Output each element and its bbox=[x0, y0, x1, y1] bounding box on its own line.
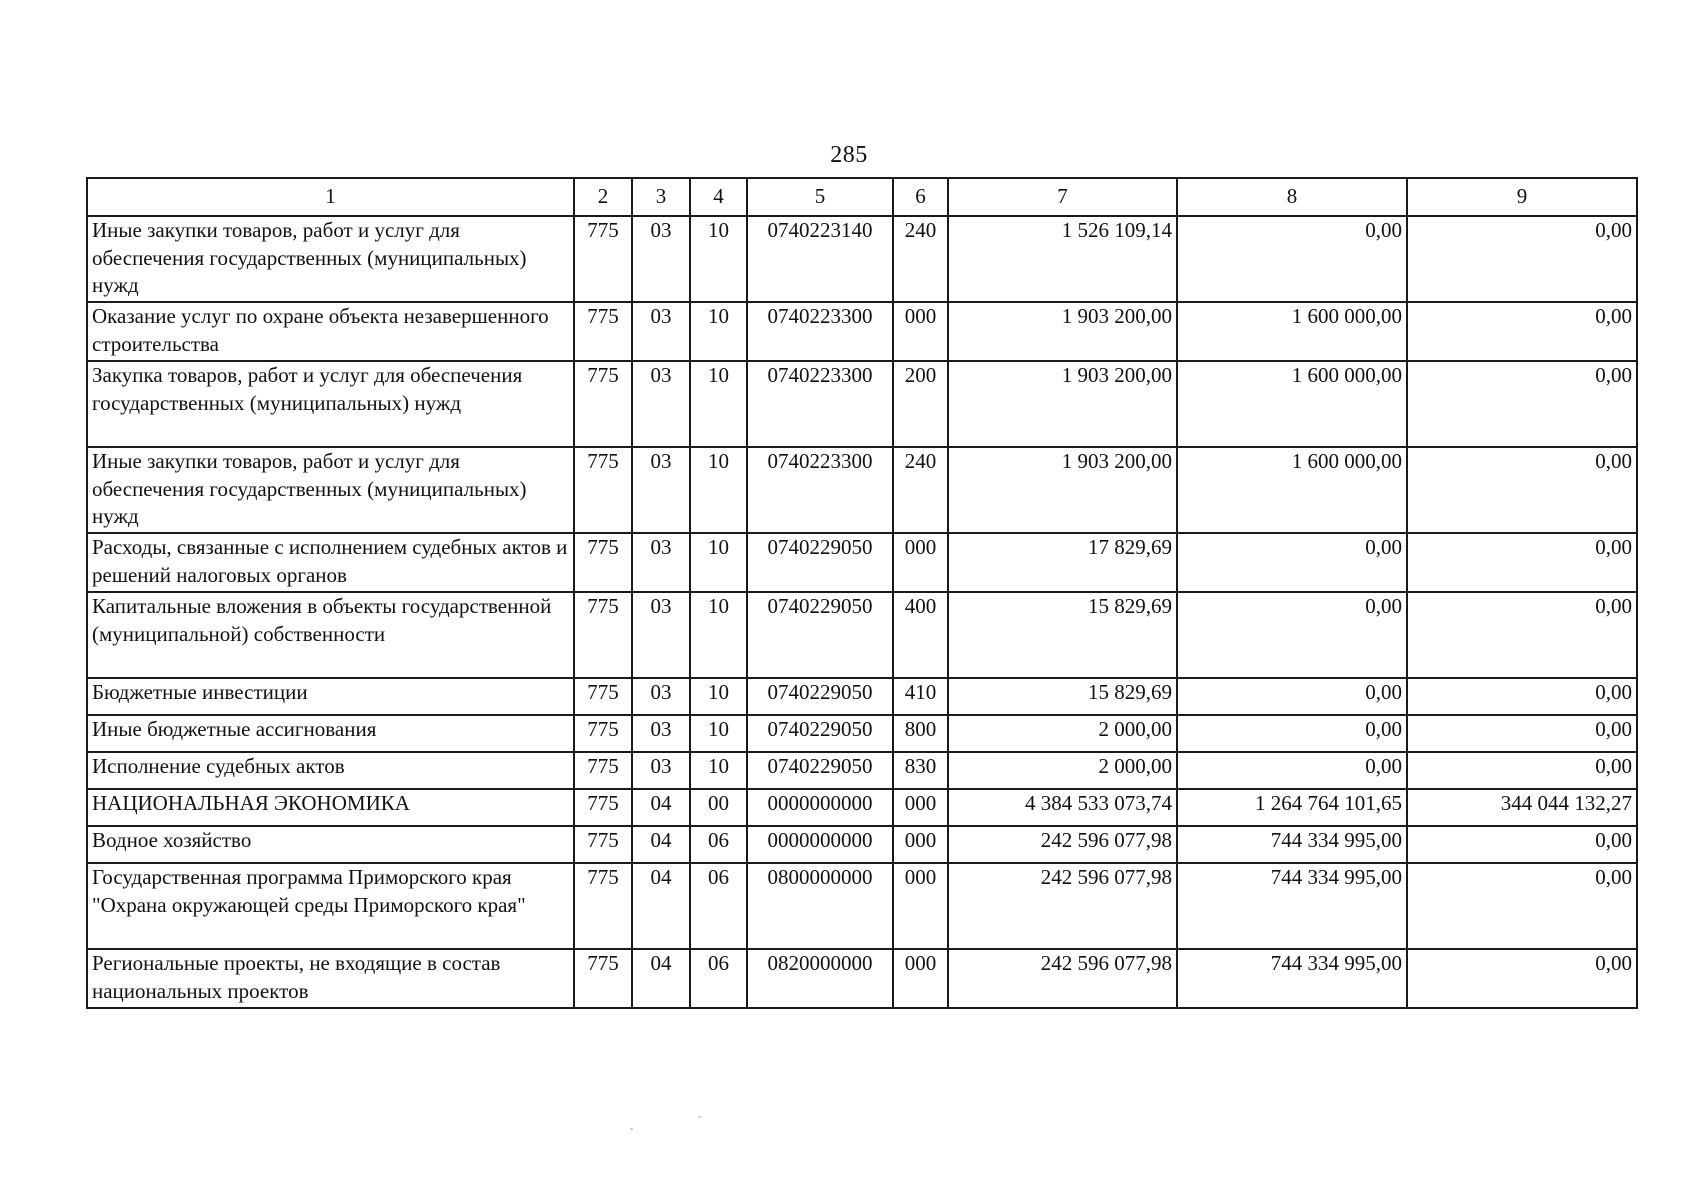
cell-code-5: 0740229050 bbox=[747, 752, 893, 789]
cell-amount-9: 0,00 bbox=[1407, 447, 1637, 533]
table-row bbox=[87, 826, 1637, 863]
cell-code-2: 775 bbox=[574, 752, 632, 789]
cell-code-4: 10 bbox=[690, 752, 747, 789]
row-name: Региональные проекты, не входящие в состав национальных проектов bbox=[87, 949, 574, 1008]
cell-amount-7: 4 384 533 073,74 bbox=[948, 789, 1177, 826]
cell-amount-8: 0,00 bbox=[1177, 752, 1407, 789]
row-name: Расходы, связанные с исполнением судебных актов и решений налоговых органов bbox=[87, 533, 574, 592]
cell-code-4: 10 bbox=[690, 715, 747, 752]
cell-code-3: 03 bbox=[632, 678, 690, 715]
cell-code-4: 10 bbox=[690, 592, 747, 678]
cell-code-2: 775 bbox=[574, 216, 632, 302]
cell-code-2: 775 bbox=[574, 826, 632, 863]
cell-code-6: 000 bbox=[893, 533, 948, 592]
cell-code-3: 04 bbox=[632, 789, 690, 826]
cell-amount-8: 0,00 bbox=[1177, 216, 1407, 302]
cell-code-2: 775 bbox=[574, 592, 632, 678]
cell-code-2: 775 bbox=[574, 361, 632, 447]
cell-code-2: 775 bbox=[574, 949, 632, 1008]
cell-code-6: 000 bbox=[893, 863, 948, 949]
cell-code-3: 03 bbox=[632, 592, 690, 678]
cell-code-3: 03 bbox=[632, 533, 690, 592]
table-row bbox=[87, 592, 1637, 678]
cell-amount-9: 0,00 bbox=[1407, 302, 1637, 361]
cell-code-5: 0740229050 bbox=[747, 533, 893, 592]
table-row bbox=[87, 949, 1637, 1008]
cell-code-6: 240 bbox=[893, 447, 948, 533]
cell-code-6: 240 bbox=[893, 216, 948, 302]
cell-code-4: 06 bbox=[690, 863, 747, 949]
cell-code-2: 775 bbox=[574, 789, 632, 826]
cell-code-6: 000 bbox=[893, 826, 948, 863]
cell-amount-7: 1 526 109,14 bbox=[948, 216, 1177, 302]
cell-code-3: 03 bbox=[632, 447, 690, 533]
table-row bbox=[87, 216, 1637, 302]
table-row bbox=[87, 302, 1637, 361]
cell-code-4: 10 bbox=[690, 216, 747, 302]
row-name: Водное хозяйство bbox=[87, 826, 574, 863]
cell-amount-7: 2 000,00 bbox=[948, 752, 1177, 789]
scan-speck bbox=[698, 1116, 701, 1118]
cell-code-5: 0000000000 bbox=[747, 789, 893, 826]
column-header: 6 bbox=[893, 178, 948, 216]
row-name: Иные бюджетные ассигнования bbox=[87, 715, 574, 752]
cell-amount-8: 744 334 995,00 bbox=[1177, 949, 1407, 1008]
cell-amount-7: 15 829,69 bbox=[948, 592, 1177, 678]
cell-amount-9: 0,00 bbox=[1407, 361, 1637, 447]
cell-code-4: 10 bbox=[690, 361, 747, 447]
cell-code-4: 10 bbox=[690, 533, 747, 592]
row-name: Бюджетные инвестиции bbox=[87, 678, 574, 715]
cell-code-3: 04 bbox=[632, 826, 690, 863]
column-header: 1 bbox=[87, 178, 574, 216]
cell-amount-8: 744 334 995,00 bbox=[1177, 826, 1407, 863]
row-name: Капитальные вложения в объекты государственной (муниципальной) собственности bbox=[87, 592, 574, 678]
cell-amount-8: 1 600 000,00 bbox=[1177, 361, 1407, 447]
cell-amount-9: 0,00 bbox=[1407, 752, 1637, 789]
cell-amount-7: 242 596 077,98 bbox=[948, 826, 1177, 863]
cell-amount-9: 0,00 bbox=[1407, 216, 1637, 302]
scan-speck bbox=[630, 1128, 633, 1130]
cell-amount-8: 744 334 995,00 bbox=[1177, 863, 1407, 949]
cell-code-6: 200 bbox=[893, 361, 948, 447]
column-header: 3 bbox=[632, 178, 690, 216]
cell-amount-9: 0,00 bbox=[1407, 678, 1637, 715]
cell-code-2: 775 bbox=[574, 302, 632, 361]
cell-code-6: 830 bbox=[893, 752, 948, 789]
cell-code-3: 03 bbox=[632, 216, 690, 302]
cell-code-2: 775 bbox=[574, 533, 632, 592]
cell-amount-8: 1 600 000,00 bbox=[1177, 447, 1407, 533]
cell-code-3: 03 bbox=[632, 361, 690, 447]
cell-code-2: 775 bbox=[574, 863, 632, 949]
cell-amount-7: 1 903 200,00 bbox=[948, 447, 1177, 533]
cell-code-3: 04 bbox=[632, 949, 690, 1008]
cell-code-4: 06 bbox=[690, 826, 747, 863]
cell-amount-8: 0,00 bbox=[1177, 592, 1407, 678]
table-row bbox=[87, 715, 1637, 752]
budget-table bbox=[86, 177, 1638, 1009]
cell-amount-9: 344 044 132,27 bbox=[1407, 789, 1637, 826]
cell-code-6: 000 bbox=[893, 789, 948, 826]
table-row bbox=[87, 361, 1637, 447]
cell-code-5: 0740223140 bbox=[747, 216, 893, 302]
page-number: 285 bbox=[830, 142, 868, 168]
cell-amount-7: 15 829,69 bbox=[948, 678, 1177, 715]
cell-code-6: 400 bbox=[893, 592, 948, 678]
cell-amount-8: 1 264 764 101,65 bbox=[1177, 789, 1407, 826]
cell-code-3: 04 bbox=[632, 863, 690, 949]
cell-code-4: 10 bbox=[690, 447, 747, 533]
column-header: 9 bbox=[1407, 178, 1637, 216]
cell-code-5: 0000000000 bbox=[747, 826, 893, 863]
cell-code-5: 0740223300 bbox=[747, 361, 893, 447]
cell-code-5: 0740229050 bbox=[747, 715, 893, 752]
cell-amount-7: 242 596 077,98 bbox=[948, 949, 1177, 1008]
table-row bbox=[87, 447, 1637, 533]
cell-amount-8: 0,00 bbox=[1177, 678, 1407, 715]
table-row bbox=[87, 789, 1637, 826]
cell-code-2: 775 bbox=[574, 678, 632, 715]
column-header: 4 bbox=[690, 178, 747, 216]
row-name: Иные закупки товаров, работ и услуг для обеспечения государственных (муниципальных) нужд bbox=[87, 447, 574, 533]
row-name: Государственная программа Приморского края "Охрана окружающей среды Приморского края" bbox=[87, 863, 574, 949]
cell-amount-7: 2 000,00 bbox=[948, 715, 1177, 752]
table-row bbox=[87, 863, 1637, 949]
cell-amount-9: 0,00 bbox=[1407, 949, 1637, 1008]
cell-code-2: 775 bbox=[574, 447, 632, 533]
cell-code-5: 0740229050 bbox=[747, 592, 893, 678]
header-row bbox=[87, 178, 1637, 216]
cell-code-4: 10 bbox=[690, 678, 747, 715]
cell-amount-7: 1 903 200,00 bbox=[948, 302, 1177, 361]
table-row bbox=[87, 752, 1637, 789]
cell-amount-7: 17 829,69 bbox=[948, 533, 1177, 592]
cell-amount-7: 242 596 077,98 bbox=[948, 863, 1177, 949]
cell-code-3: 03 bbox=[632, 302, 690, 361]
cell-code-4: 10 bbox=[690, 302, 747, 361]
cell-code-5: 0800000000 bbox=[747, 863, 893, 949]
row-name: Исполнение судебных актов bbox=[87, 752, 574, 789]
column-header: 7 bbox=[948, 178, 1177, 216]
cell-amount-9: 0,00 bbox=[1407, 863, 1637, 949]
cell-amount-9: 0,00 bbox=[1407, 592, 1637, 678]
cell-code-6: 800 bbox=[893, 715, 948, 752]
cell-amount-8: 0,00 bbox=[1177, 715, 1407, 752]
cell-code-3: 03 bbox=[632, 752, 690, 789]
column-header: 8 bbox=[1177, 178, 1407, 216]
cell-amount-9: 0,00 bbox=[1407, 826, 1637, 863]
row-name: НАЦИОНАЛЬНАЯ ЭКОНОМИКА bbox=[87, 789, 574, 826]
column-header: 5 bbox=[747, 178, 893, 216]
cell-code-6: 000 bbox=[893, 949, 948, 1008]
cell-amount-9: 0,00 bbox=[1407, 533, 1637, 592]
cell-amount-7: 1 903 200,00 bbox=[948, 361, 1177, 447]
table-row bbox=[87, 533, 1637, 592]
cell-code-5: 0820000000 bbox=[747, 949, 893, 1008]
cell-code-5: 0740223300 bbox=[747, 302, 893, 361]
row-name: Закупка товаров, работ и услуг для обеспечения государственных (муниципальных) нужд bbox=[87, 361, 574, 447]
cell-code-2: 775 bbox=[574, 715, 632, 752]
cell-amount-8: 1 600 000,00 bbox=[1177, 302, 1407, 361]
cell-code-6: 410 bbox=[893, 678, 948, 715]
row-name: Оказание услуг по охране объекта незавершенного строительства bbox=[87, 302, 574, 361]
cell-code-4: 00 bbox=[690, 789, 747, 826]
cell-code-3: 03 bbox=[632, 715, 690, 752]
table-row bbox=[87, 678, 1637, 715]
cell-code-4: 06 bbox=[690, 949, 747, 1008]
cell-amount-8: 0,00 bbox=[1177, 533, 1407, 592]
cell-code-6: 000 bbox=[893, 302, 948, 361]
cell-amount-9: 0,00 bbox=[1407, 715, 1637, 752]
column-header: 2 bbox=[574, 178, 632, 216]
cell-code-5: 0740223300 bbox=[747, 447, 893, 533]
row-name: Иные закупки товаров, работ и услуг для обеспечения государственных (муниципальных) нужд bbox=[87, 216, 574, 302]
cell-code-5: 0740229050 bbox=[747, 678, 893, 715]
